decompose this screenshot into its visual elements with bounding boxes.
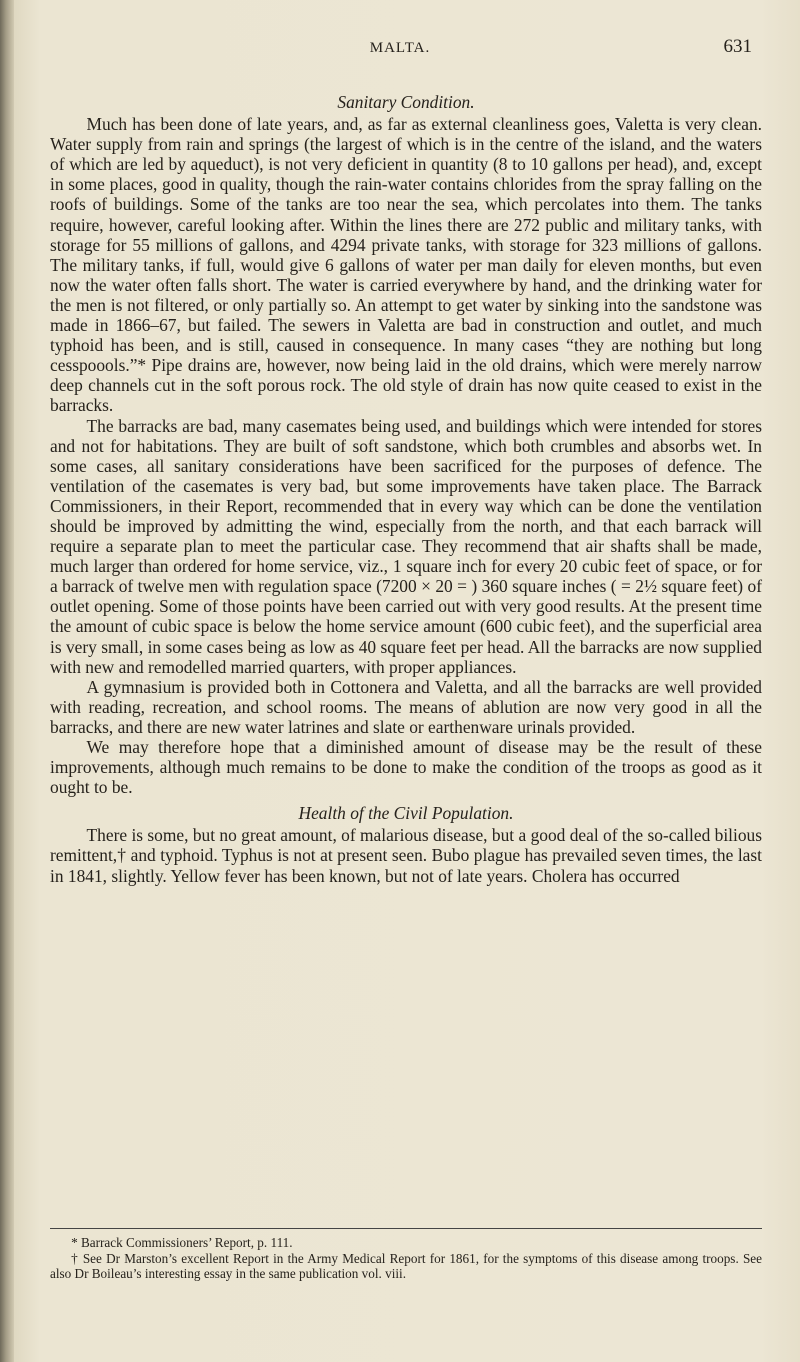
section-heading-sanitary: Sanitary Condition.: [337, 92, 475, 112]
book-binding-edge: [0, 0, 14, 1362]
paragraph: We may therefore hope that a diminished amount of disease may be the result of these improvements, although much remains to be done to make the condition of the troops as good as it ought to be.: [50, 737, 762, 798]
page-number: 631: [723, 36, 752, 57]
paragraph: The barracks are bad, many casemates being used, and buildings which were intended for stores and not for habitations. They are built of soft sandstone, which both crumbles and absorbs wet. In some cases, all sanitary considerations have been sacrificed for the purposes of defence. The ventilation of the casemates is very bad, but some improvements have taken place. The Barrack Commissioners, in their Report, recommended that in every way which can be done the ventilation should be improved by admitting the wind, especially from the north, and that each barrack will require a separate plan to meet the particular case. They recommend that air shafts shall be made, much larger than ordered for home service, viz., 1 square inch for every 20 cubic feet of space, or for a barrack of twelve men with regulation space (7200 × 20 = ) 360 square inches ( = 2½ square feet) of outlet opening. Some of those points have been carried out with very good results. At the present time the amount of cubic space is below the home service amount (600 cubic feet), and the superficial area is very small, in some cases being as low as 40 square feet per head. All the barracks are now supplied with new and remodelled married quarters, with proper appliances.: [50, 415, 762, 677]
footnote: † See Dr Marston’s excellent Report in the Army Medical Report for 1861, for the symptoms of this disease among troops. See also Dr Boileau’s interesting essay in the same publication vol. viii.: [50, 1250, 762, 1281]
paragraph: A gymnasium is provided both in Cottonera and Valetta, and all the barracks are well provided with reading, recreation, and school rooms. The means of ablution are now very good in all the barracks, and there are new water latrines and slate or earthenware urinals provided.: [50, 676, 762, 737]
page-body: [50, 92, 762, 886]
paragraph: Much has been done of late years, and, as far as external cleanliness goes, Valetta is very clean. Water supply from rain and springs (the largest of which is in the centre of the island, and the waters of which are led by aqueduct), is not very deficient in quantity (8 to 10 gallons per head), and, except in some places, good in quality, though the rain-water contains chlorides from the spray falling on the roofs of buildings. Some of the tanks are too near the sea, which percolates into them. The tanks require, however, careful looking after. Within the lines there are 272 public and military tanks, with storage for 55 millions of gallons, and 4294 private tanks, with storage for 323 millions of gallons. The military tanks, if full, would give 6 gallons of water per man daily for eleven months, but even now the water often falls short. The water is carried everywhere by hand, and the drinking water for the men is not filtered, or only partially so. An attempt to get water by sinking into the sandstone was made in 1866–67, but failed. The sewers in Valetta are bad in construction and outlet, and much typhoid has been, and is still, caused in consequence. In many cases “they are nothing but long cesspoools.”* Pipe drains are, however, now being laid in the old drains, which were merely narrow deep channels cut in the soft porous rock. The old style of drain has now quite ceased to exist in the barracks.: [50, 114, 762, 416]
section-heading-civil-health: Health of the Civil Population.: [298, 803, 514, 824]
footnote: * Barrack Commissioners’ Report, p. 111.: [71, 1235, 293, 1250]
page-header: [0, 36, 800, 64]
running-head: MALTA.: [369, 40, 431, 56]
paragraph: There is some, but no great amount, of malarious disease, but a good deal of the so-called bilious remittent,† and typhoid. Typhus is not at present seen. Bubo plague has prevailed seven times, the last in 1841, slightly. Yellow fever has been known, but not of late years. Cholera has occurred: [50, 825, 762, 886]
footnotes: [50, 1228, 762, 1282]
